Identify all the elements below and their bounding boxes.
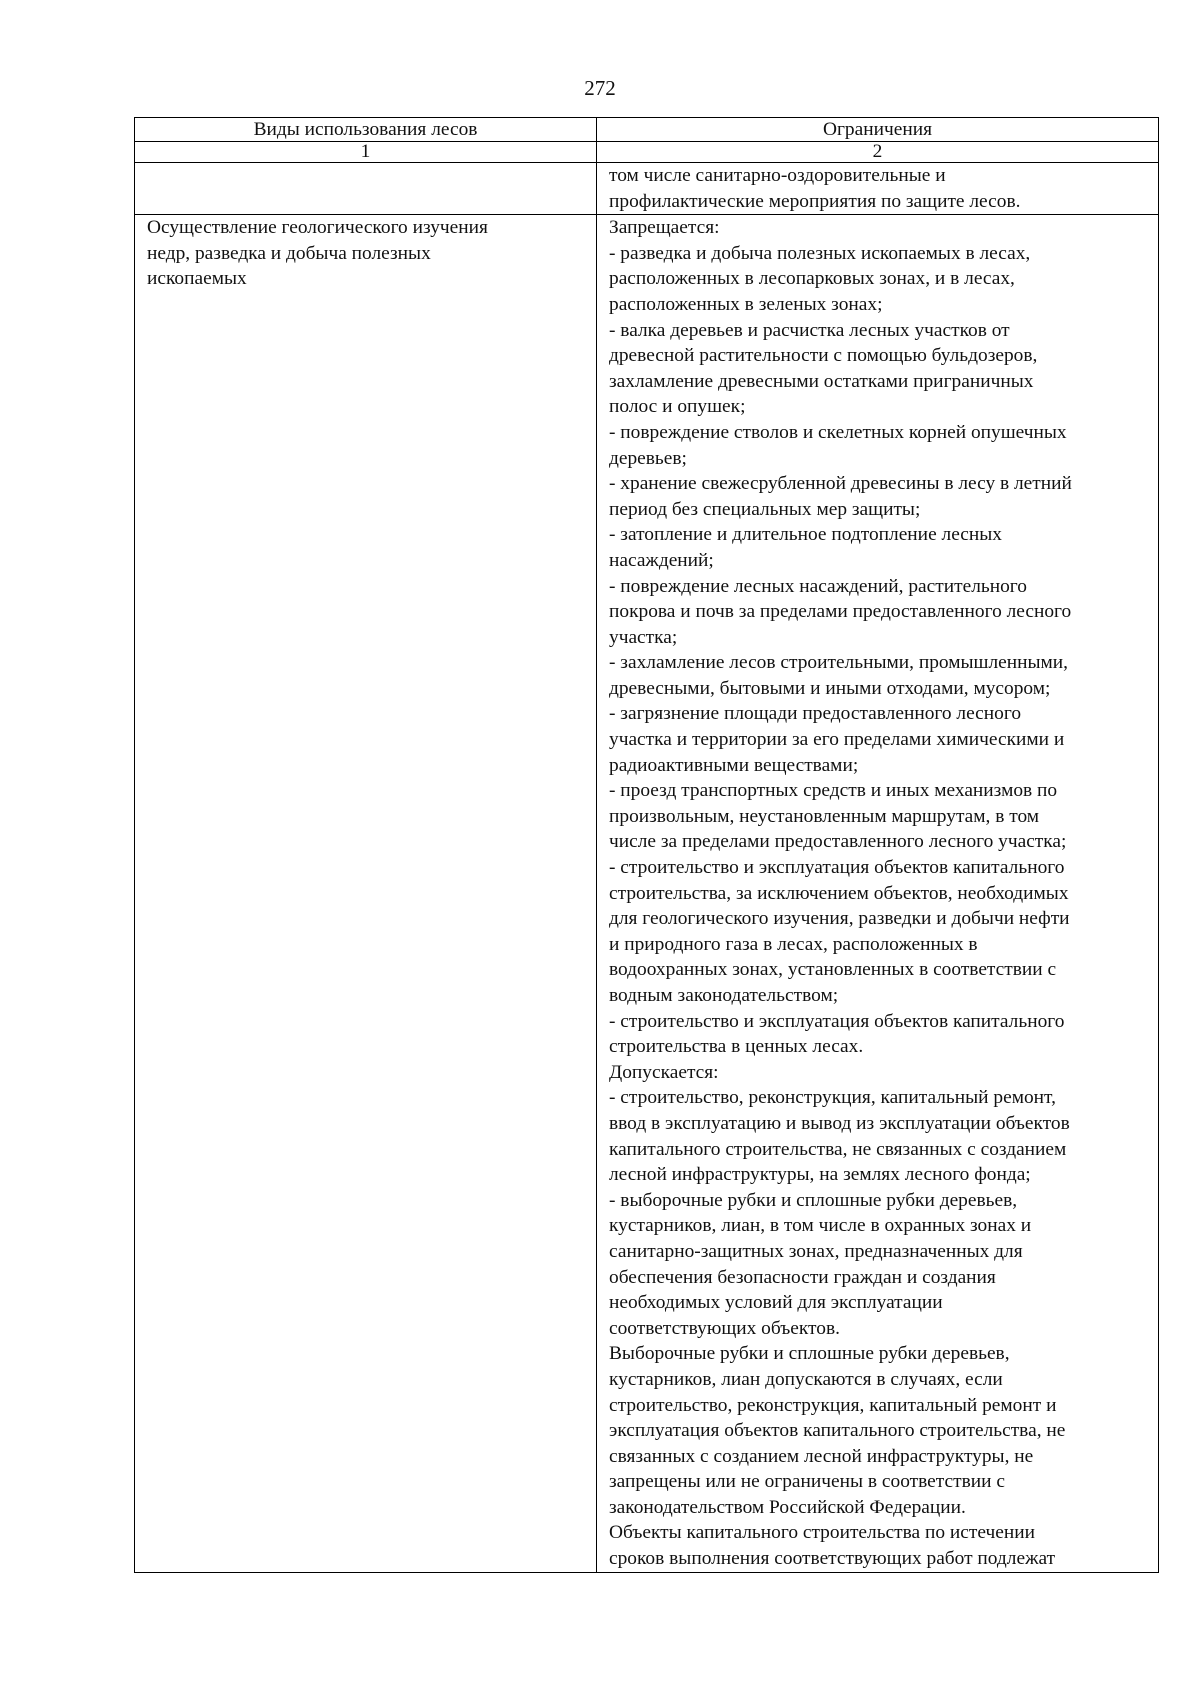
restriction-line: строительства в ценных лесах. [609, 1036, 864, 1058]
column-number-2: 2 [597, 142, 1159, 163]
restriction-line: соответствующих объектов. [609, 1317, 840, 1339]
restriction-line: обеспечения безопасности граждан и создания [609, 1266, 996, 1288]
restriction-line: водным законодательством; [609, 985, 839, 1006]
restriction-line: числе за пределами предоставленного лесного участка; [609, 831, 1067, 853]
restriction-line: строительства, за исключением объектов, необходимых [609, 882, 1069, 904]
restriction-line: эксплуатация объектов капитального строительства, не [609, 1420, 1066, 1442]
restriction-line: - валка деревьев и расчистка лесных участков от [609, 319, 1010, 341]
restriction-line: - хранение свежесрубленной древесины в лесу в летний [609, 473, 1072, 495]
restriction-line: законодательством Российской Федерации. [609, 1496, 966, 1518]
restriction-line: древесными, бытовыми и иными отходами, мусором; [609, 677, 1051, 699]
restriction-line: расположенных в зеленых зонах; [609, 293, 883, 315]
restriction-line: связанных с созданием лесной инфраструктуры, не [609, 1445, 1034, 1467]
restriction-line: полос и опушек; [609, 396, 746, 418]
restriction-line: - повреждение лесных насаждений, растительного [609, 575, 1027, 597]
restriction-line: радиоактивными веществами; [609, 754, 859, 776]
continuation-use-cell [135, 163, 597, 215]
forest-use-cell [135, 215, 597, 1572]
header-forest-use-types: Виды использования лесов [135, 118, 597, 142]
forest-use-line: ископаемых [147, 268, 247, 290]
restriction-line: деревьев; [609, 447, 687, 469]
restriction-line: - разведка и добыча полезных ископаемых в лесах, [609, 242, 1031, 264]
restriction-line: Объекты капитального строительства по истечении [609, 1522, 1035, 1544]
restriction-line: участка; [609, 626, 678, 648]
header-restrictions: Ограничения [597, 118, 1159, 142]
restriction-line: водоохранных зонах, установленных в соответствии с [609, 959, 1057, 981]
restrictions-cell [597, 215, 1159, 1572]
table-row-continuation [135, 163, 1159, 215]
restriction-line: - затопление и длительное подтопление лесных [609, 524, 1002, 546]
restriction-line: Допускается: [609, 1061, 719, 1083]
continuation-text-line: профилактические мероприятия по защите лесов. [609, 190, 1021, 212]
restriction-line: капитального строительства, не связанных с созданием [609, 1138, 1067, 1160]
restriction-line: насаждений; [609, 549, 714, 571]
continuation-text-line: том числе санитарно-оздоровительные и [609, 165, 946, 186]
restriction-line: лесной инфраструктуры, на землях лесного фонда; [609, 1164, 1031, 1186]
table-row-geological-study [135, 215, 1159, 1572]
restriction-line: санитарно-защитных зонах, предназначенных для [609, 1240, 1023, 1262]
page-number: 272 [584, 76, 616, 100]
restriction-line: строительство, реконструкция, капитальный ремонт и [609, 1394, 1057, 1416]
restriction-line: покрова и почв за пределами предоставленного лесного [609, 601, 1072, 623]
restriction-line: запрещены или не ограничены в соответствии с [609, 1471, 1005, 1493]
restriction-line: - проезд транспортных средств и иных механизмов по [609, 780, 1058, 802]
restriction-line: сроков выполнения соответствующих работ подлежат [609, 1548, 1056, 1570]
restriction-line: и природного газа в лесах, расположенных в [609, 933, 978, 955]
restriction-line: произвольным, неустановленным маршрутам, в том [609, 805, 1040, 827]
restriction-line: - загрязнение площади предоставленного лесного [609, 703, 1022, 725]
restriction-line: участка и территории за его пределами химическими и [609, 729, 1065, 751]
restriction-line: - строительство и эксплуатация объектов капитального [609, 857, 1065, 879]
restriction-line: - строительство и эксплуатация объектов капитального [609, 1010, 1065, 1032]
restriction-line: Выборочные рубки и сплошные рубки деревьев, [609, 1343, 1010, 1365]
restriction-line: ввод в эксплуатацию и вывод из эксплуатации объектов [609, 1112, 1070, 1134]
restriction-line: - захламление лесов строительными, промышленными, [609, 652, 1069, 674]
restriction-line: древесной растительности с помощью бульдозеров, [609, 345, 1038, 367]
restriction-line: кустарников, лиан допускаются в случаях, если [609, 1368, 1003, 1390]
restriction-line: период без специальных мер защиты; [609, 498, 921, 520]
forest-use-restrictions-table [134, 117, 1159, 1573]
forest-use-line: недр, разведка и добыча полезных [147, 242, 431, 264]
restriction-line: - строительство, реконструкция, капитальный ремонт, [609, 1087, 1056, 1109]
column-number-1: 1 [135, 142, 597, 163]
restriction-line: кустарников, лиан, в том числе в охранных зонах и [609, 1215, 1032, 1237]
restriction-line: - повреждение стволов и скелетных корней опушечных [609, 421, 1067, 443]
forest-use-line: Осуществление геологического изучения [147, 217, 488, 239]
restriction-line: Запрещается: [609, 217, 720, 239]
restriction-line: для геологического изучения, разведки и добычи нефти [609, 908, 1070, 930]
restriction-line: - выборочные рубки и сплошные рубки деревьев, [609, 1189, 1018, 1211]
continuation-restriction-cell [597, 163, 1159, 215]
restriction-line: необходимых условий для эксплуатации [609, 1292, 943, 1314]
restriction-line: расположенных в лесопарковых зонах, и в лесах, [609, 268, 1015, 290]
column-number-row [135, 142, 1159, 163]
table-header-row [135, 118, 1159, 142]
restriction-line: захламление древесными остатками приграничных [609, 370, 1034, 392]
